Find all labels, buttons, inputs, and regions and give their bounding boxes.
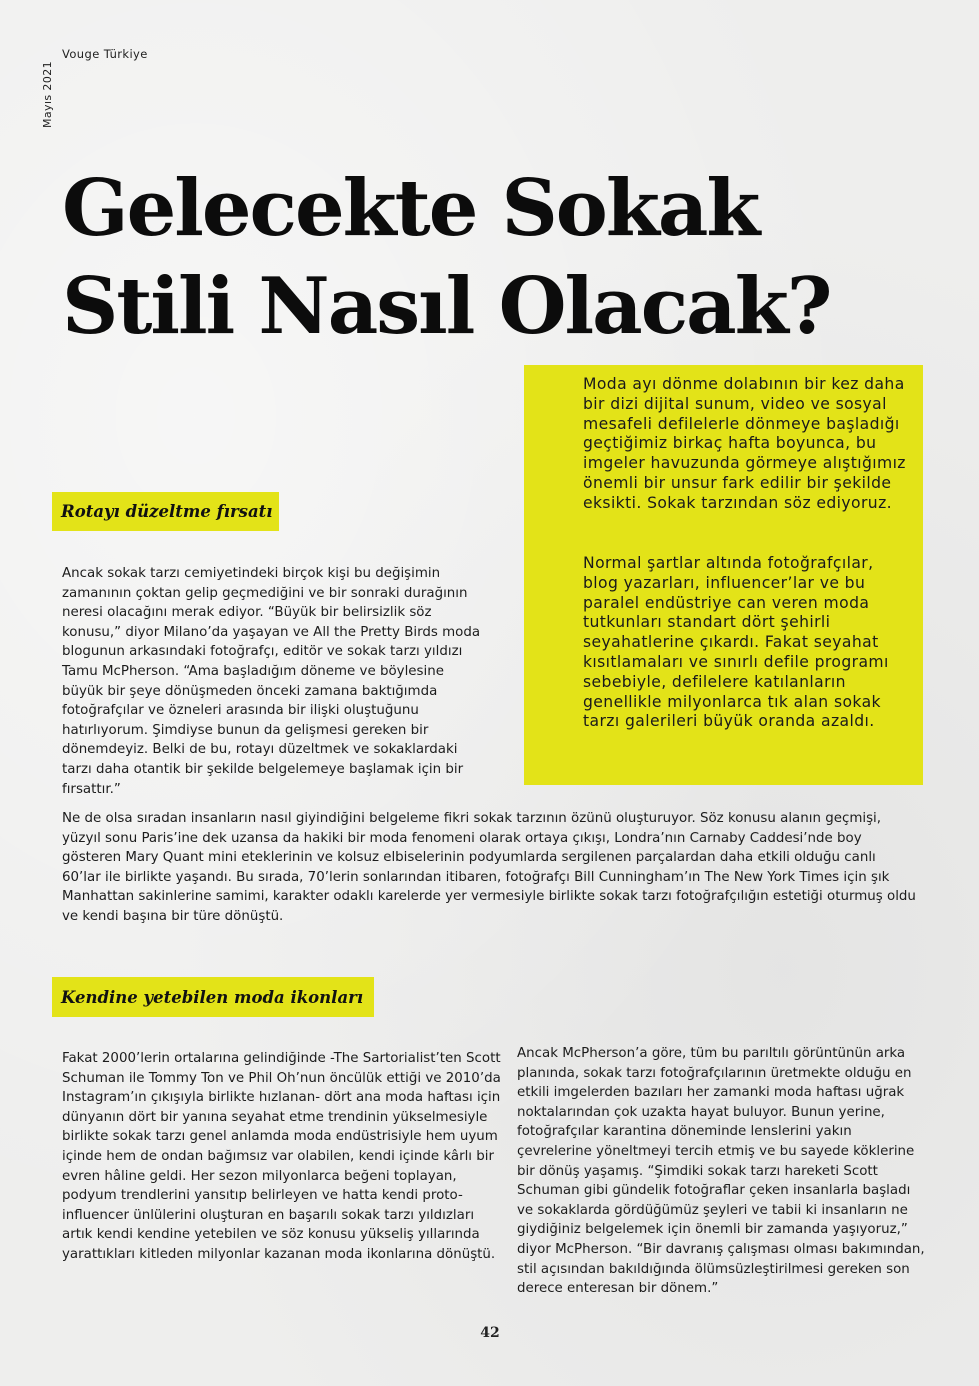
body-paragraph-3: Fakat 2000’lerin ortalarına gelindiğinde -The Sartorialist’ten Scott Schuman ile Tommy Ton ve Phil Oh’nun öncülük ettiği ve 2010’da Instagram’ın çıkışıyla birlikte hızlanan- dört ana moda haftası için dünyanın dört bir yanına seyahat etme trendinin yükselmesiyle birlikte sokak tarzı genel anlamda moda endüstrisiyle hem uyum içinde hem de ondan bağımsız var olabilen, kendi içinde kârlı bir evren hâline geldi. Her sezon milyonlarca beğeni toplayan, podyum trendlerini yansıtıp belirleyen ve hatta kendi proto-influencer ünlülerini oluşturan en başarılı sokak tarzı yıldızları artık kendi kendine yetebilen ve söz konusu yükseliş yıllarında yarattıkları kitleden milyonlar kazanan moda ikonlarına dönüştü. [62, 1051, 501, 1262]
callout-paragraph-1: Moda ayı dönme dolabının bir kez daha bir dizi dijital sunum, video ve sosyal mesafeli defilelerle dönmeye başladığı geçtiğimiz birkaç hafta boyunca, bu imgeler havuzunda görmeye alıştığımız önemli bir unsur fark edilir bir şekilde eksikti. Sokak tarzından söz ediyoruz. [583, 375, 906, 512]
page-number: 42 [480, 1325, 500, 1341]
article-title-line-1: Gelecekte Sokak [62, 163, 759, 254]
callout-paragraph-2: Normal şartlar altında fotoğrafçılar, blog yazarları, influencer’lar ve bu paralel endüstriye can veren moda tutkunları standart dört şehirli seyahatlerine çıkardı. Fakat seyahat kısıtlamaları ve sınırlı defile programı sebebiyle, defilelere katılanların genellikle milyonlarca tık alan sokak tarzı galerileri büyük oranda azaldı. [583, 554, 889, 731]
body-paragraph-1: Ancak sokak tarzı cemiyetindeki birçok kişi bu değişimin zamanının çoktan gelip geçmediğini ve bir sonraki durağının neresi olacağını merak ediyor. “Büyük bir belirsizlik söz konusu,” diyor Milano’da yaşayan ve All the Pretty Birds moda blogunun arkasındaki fotoğrafçı, editör ve sokak tarzı yıldızı Tamu McPherson. “Ama başladığım döneme ve böylesine büyük bir şeye dönüşmeden önceki zamana baktığımda fotoğrafçılar ve özneleri arasında bir ilişki oluştuğunu hatırlıyorum. Şimdiyse bunun da gelişmesi gereken bir dönemdeyiz. Belki de bu, rotayı düzeltmek ve sokaklardaki tarzı daha otantik bir şekilde belgelemeye başlamak için bir fırsattır.” [62, 566, 481, 797]
magazine-name: Vouge Türkiye [62, 47, 148, 61]
body-paragraph-4: Ancak McPherson’a göre, tüm bu parıltılı görüntünün arka planında, sokak tarzı fotoğrafçılarının üretmekte olduğu en etkili imgelerden bazıları her zamanki moda haftası uğrak noktalarından çok uzakta hayat buluyor. Bunun yerine, fotoğrafçılar karantina döneminde lenslerini yakın çevrelerine yöneltmeyi tercih etmiş ve bu sayede köklerine bir dönüş yaşamış. “Şimdiki sokak tarzı hareketi Scott Schuman gibi gündelik fotoğraflar çeken insanlarla başladı ve sokaklarda gördüğümüz şeyleri ve tabii ki insanların ne giydiğiniz belgelemek için önemli bir zamanda yaşıyoruz,” diyor McPherson. “Bir davranış çalışması olması bakımından, stil açısından bakıldığında ölümsüzleştirilmesi gereken son derece enteresan bir dönem.” [517, 1046, 925, 1297]
section-heading-rotayi: Rotayı düzeltme fırsatı [52, 492, 279, 531]
article-title-line-2: Stili Nasıl Olacak? [62, 261, 831, 352]
body-paragraph-2: Ne de olsa sıradan insanların nasıl giyindiğini belgeleme fikri sokak tarzının özünü oluşturuyor. Söz konusu alanın geçmişi, yüzyıl sonu Paris’ine dek uzansa da hakiki bir moda fenomeni olarak ortaya çıkışı, Londra’nın Carnaby Caddesi’nde boy gösteren Mary Quant mini eteklerinin ve kolsuz elbiselerinin podyumlarda sergilenen parçalardan daha etkili olduğu canlı 60’lar ile birlikte yaşandı. Bu sırada, 70’lerin sonlarından itibaren, fotoğrafçı Bill Cunningham’ın The New York Times için şık Manhattan sakinlerine samimi, karakter odaklı karelerde yer vermesiyle birlikte sokak tarzı fotoğrafçılığın estetiği oturmuş oldu ve kendi başına bir türe dönüştü. [62, 811, 916, 924]
section-heading-kendine: Kendine yetebilen moda ikonları [52, 977, 374, 1017]
issue-date: Mayıs 2021 [41, 60, 54, 128]
article-title [62, 160, 862, 356]
